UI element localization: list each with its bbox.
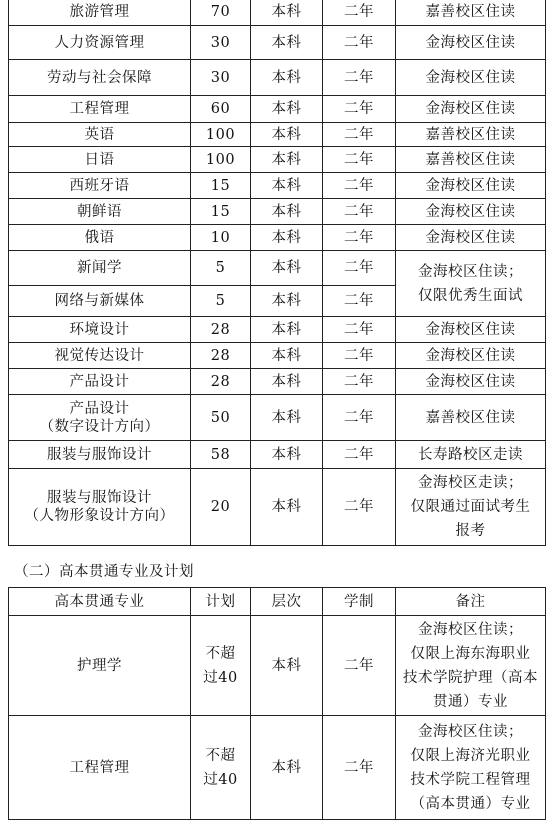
major-cell: 护理学 — [9, 616, 191, 716]
quota-cell: 20 — [191, 469, 251, 546]
duration-cell: 二年 — [323, 225, 396, 251]
major-cell: 人力资源管理 — [9, 26, 191, 60]
table-row — [9, 0, 546, 26]
level-cell: 本科 — [251, 317, 323, 343]
note-cell: 嘉善校区住读 — [396, 395, 546, 441]
quota-line: 不超 — [205, 747, 236, 764]
merged-note-cell — [396, 251, 546, 317]
level-cell: 本科 — [251, 60, 323, 96]
level-cell: 本科 — [251, 147, 323, 173]
table-row — [9, 395, 546, 441]
table-row — [9, 716, 546, 820]
major-cell: 西班牙语 — [9, 173, 191, 199]
level-cell: 本科 — [251, 369, 323, 395]
duration-cell: 二年 — [323, 441, 396, 469]
note-cell: 金海校区住读 — [396, 369, 546, 395]
level-cell: 本科 — [251, 199, 323, 225]
table-row — [9, 251, 546, 286]
note-line: 金海校区住读； — [418, 263, 523, 280]
major-cell: 旅游管理 — [9, 0, 191, 26]
quota-cell: 30 — [191, 26, 251, 60]
quota-cell: 100 — [191, 147, 251, 173]
level-cell: 本科 — [251, 26, 323, 60]
note-cell — [396, 716, 546, 820]
note-line: 仅限上海东海职业 — [410, 645, 531, 662]
note-cell: 长寿路校区走读 — [396, 441, 546, 469]
section-heading: （二）高本贯通专业及计划 — [14, 564, 194, 580]
level-cell: 本科 — [251, 251, 323, 286]
major-cell: 工程管理 — [9, 716, 191, 820]
duration-cell: 二年 — [323, 469, 396, 546]
duration-cell: 二年 — [323, 0, 396, 26]
note-cell: 金海校区住读 — [396, 60, 546, 96]
header-quota: 计划 — [191, 588, 251, 616]
major-line: （数字设计方向） — [39, 418, 160, 435]
note-cell: 金海校区住读 — [396, 317, 546, 343]
duration-cell: 二年 — [323, 147, 396, 173]
level-cell: 本科 — [251, 96, 323, 123]
major-cell: 工程管理 — [9, 96, 191, 123]
duration-cell: 二年 — [323, 173, 396, 199]
table-row — [9, 147, 546, 173]
quota-cell: 60 — [191, 96, 251, 123]
quota-cell: 15 — [191, 199, 251, 225]
quota-cell: 100 — [191, 123, 251, 147]
note-line: （高本贯通）专业 — [410, 795, 531, 812]
note-line: 仅限上海济光职业 — [410, 747, 531, 764]
note-line: 报考 — [455, 523, 486, 539]
level-cell: 本科 — [251, 173, 323, 199]
table-row — [9, 369, 546, 395]
header-level: 层次 — [251, 588, 323, 616]
duration-cell: 二年 — [323, 199, 396, 225]
note-line: 贯通）专业 — [433, 693, 508, 710]
duration-cell: 二年 — [323, 26, 396, 60]
note-cell: 金海校区住读 — [396, 173, 546, 199]
table-row — [9, 123, 546, 147]
majors-table — [8, 0, 546, 546]
note-line: 金海校区住读； — [418, 723, 523, 740]
major-cell: 服装与服饰设计 — [9, 441, 191, 469]
level-cell: 本科 — [251, 616, 323, 716]
table-row — [9, 441, 546, 469]
duration-cell: 二年 — [323, 716, 396, 820]
note-line: 金海校区走读； — [418, 475, 523, 491]
note-cell: 金海校区住读 — [396, 199, 546, 225]
header-row — [9, 588, 546, 616]
duration-cell: 二年 — [323, 616, 396, 716]
quota-cell — [191, 716, 251, 820]
header-duration: 学制 — [323, 588, 396, 616]
duration-cell: 二年 — [323, 251, 396, 286]
quota-cell: 28 — [191, 317, 251, 343]
quota-line: 过40 — [203, 771, 238, 788]
note-cell: 嘉善校区住读 — [396, 147, 546, 173]
quota-cell: 5 — [191, 251, 251, 286]
duration-cell: 二年 — [323, 317, 396, 343]
table-row — [9, 60, 546, 96]
major-cell: 劳动与社会保障 — [9, 60, 191, 96]
quota-cell: 30 — [191, 60, 251, 96]
quota-cell: 50 — [191, 395, 251, 441]
note-line: 仅限通过面试考生 — [410, 499, 531, 515]
quota-line: 不超 — [205, 645, 236, 662]
level-cell: 本科 — [251, 225, 323, 251]
level-cell: 本科 — [251, 343, 323, 369]
quota-cell: 15 — [191, 173, 251, 199]
quota-cell: 58 — [191, 441, 251, 469]
quota-cell: 28 — [191, 343, 251, 369]
quota-cell: 5 — [191, 286, 251, 317]
table-row — [9, 317, 546, 343]
gaoben-table — [8, 587, 546, 820]
quota-cell: 28 — [191, 369, 251, 395]
level-cell: 本科 — [251, 395, 323, 441]
table-row — [9, 343, 546, 369]
note-cell — [396, 469, 546, 546]
note-line: 技术学院工程管理 — [410, 771, 531, 788]
note-line: 技术学院护理（高本 — [403, 669, 538, 686]
table-row — [9, 173, 546, 199]
table-row — [9, 199, 546, 225]
table-row — [9, 96, 546, 123]
major-cell — [9, 469, 191, 546]
table-row — [9, 225, 546, 251]
major-line: （人物形象设计方向） — [24, 508, 175, 524]
level-cell: 本科 — [251, 716, 323, 820]
level-cell: 本科 — [251, 123, 323, 147]
major-cell: 产品设计 — [9, 369, 191, 395]
header-note: 备注 — [396, 588, 546, 616]
level-cell: 本科 — [251, 0, 323, 26]
note-cell: 金海校区住读 — [396, 96, 546, 123]
major-line: 服装与服饰设计 — [47, 490, 152, 506]
table-row — [9, 26, 546, 60]
note-cell: 嘉善校区住读 — [396, 0, 546, 26]
duration-cell: 二年 — [323, 96, 396, 123]
duration-cell: 二年 — [323, 286, 396, 317]
major-cell: 朝鲜语 — [9, 199, 191, 225]
major-cell: 网络与新媒体 — [9, 286, 191, 317]
note-cell — [396, 616, 546, 716]
quota-cell: 10 — [191, 225, 251, 251]
duration-cell: 二年 — [323, 60, 396, 96]
level-cell: 本科 — [251, 286, 323, 317]
note-line: 仅限优秀生面试 — [418, 287, 523, 304]
table-row — [9, 469, 546, 546]
note-cell: 金海校区住读 — [396, 225, 546, 251]
major-cell: 新闻学 — [9, 251, 191, 286]
level-cell: 本科 — [251, 469, 323, 546]
major-line: 产品设计 — [69, 400, 130, 417]
major-cell: 环境设计 — [9, 317, 191, 343]
duration-cell: 二年 — [323, 395, 396, 441]
note-cell: 嘉善校区住读 — [396, 123, 546, 147]
major-cell: 俄语 — [9, 225, 191, 251]
duration-cell: 二年 — [323, 123, 396, 147]
duration-cell: 二年 — [323, 369, 396, 395]
quota-line: 过40 — [203, 669, 238, 686]
duration-cell: 二年 — [323, 343, 396, 369]
quota-cell: 70 — [191, 0, 251, 26]
major-cell: 日语 — [9, 147, 191, 173]
quota-cell — [191, 616, 251, 716]
major-cell: 视觉传达设计 — [9, 343, 191, 369]
level-cell: 本科 — [251, 441, 323, 469]
table-row — [9, 616, 546, 716]
note-cell: 金海校区住读 — [396, 26, 546, 60]
major-cell — [9, 395, 191, 441]
note-line: 金海校区住读； — [418, 621, 523, 638]
header-major: 高本贯通专业 — [9, 588, 191, 616]
note-cell: 金海校区住读 — [396, 343, 546, 369]
major-cell: 英语 — [9, 123, 191, 147]
